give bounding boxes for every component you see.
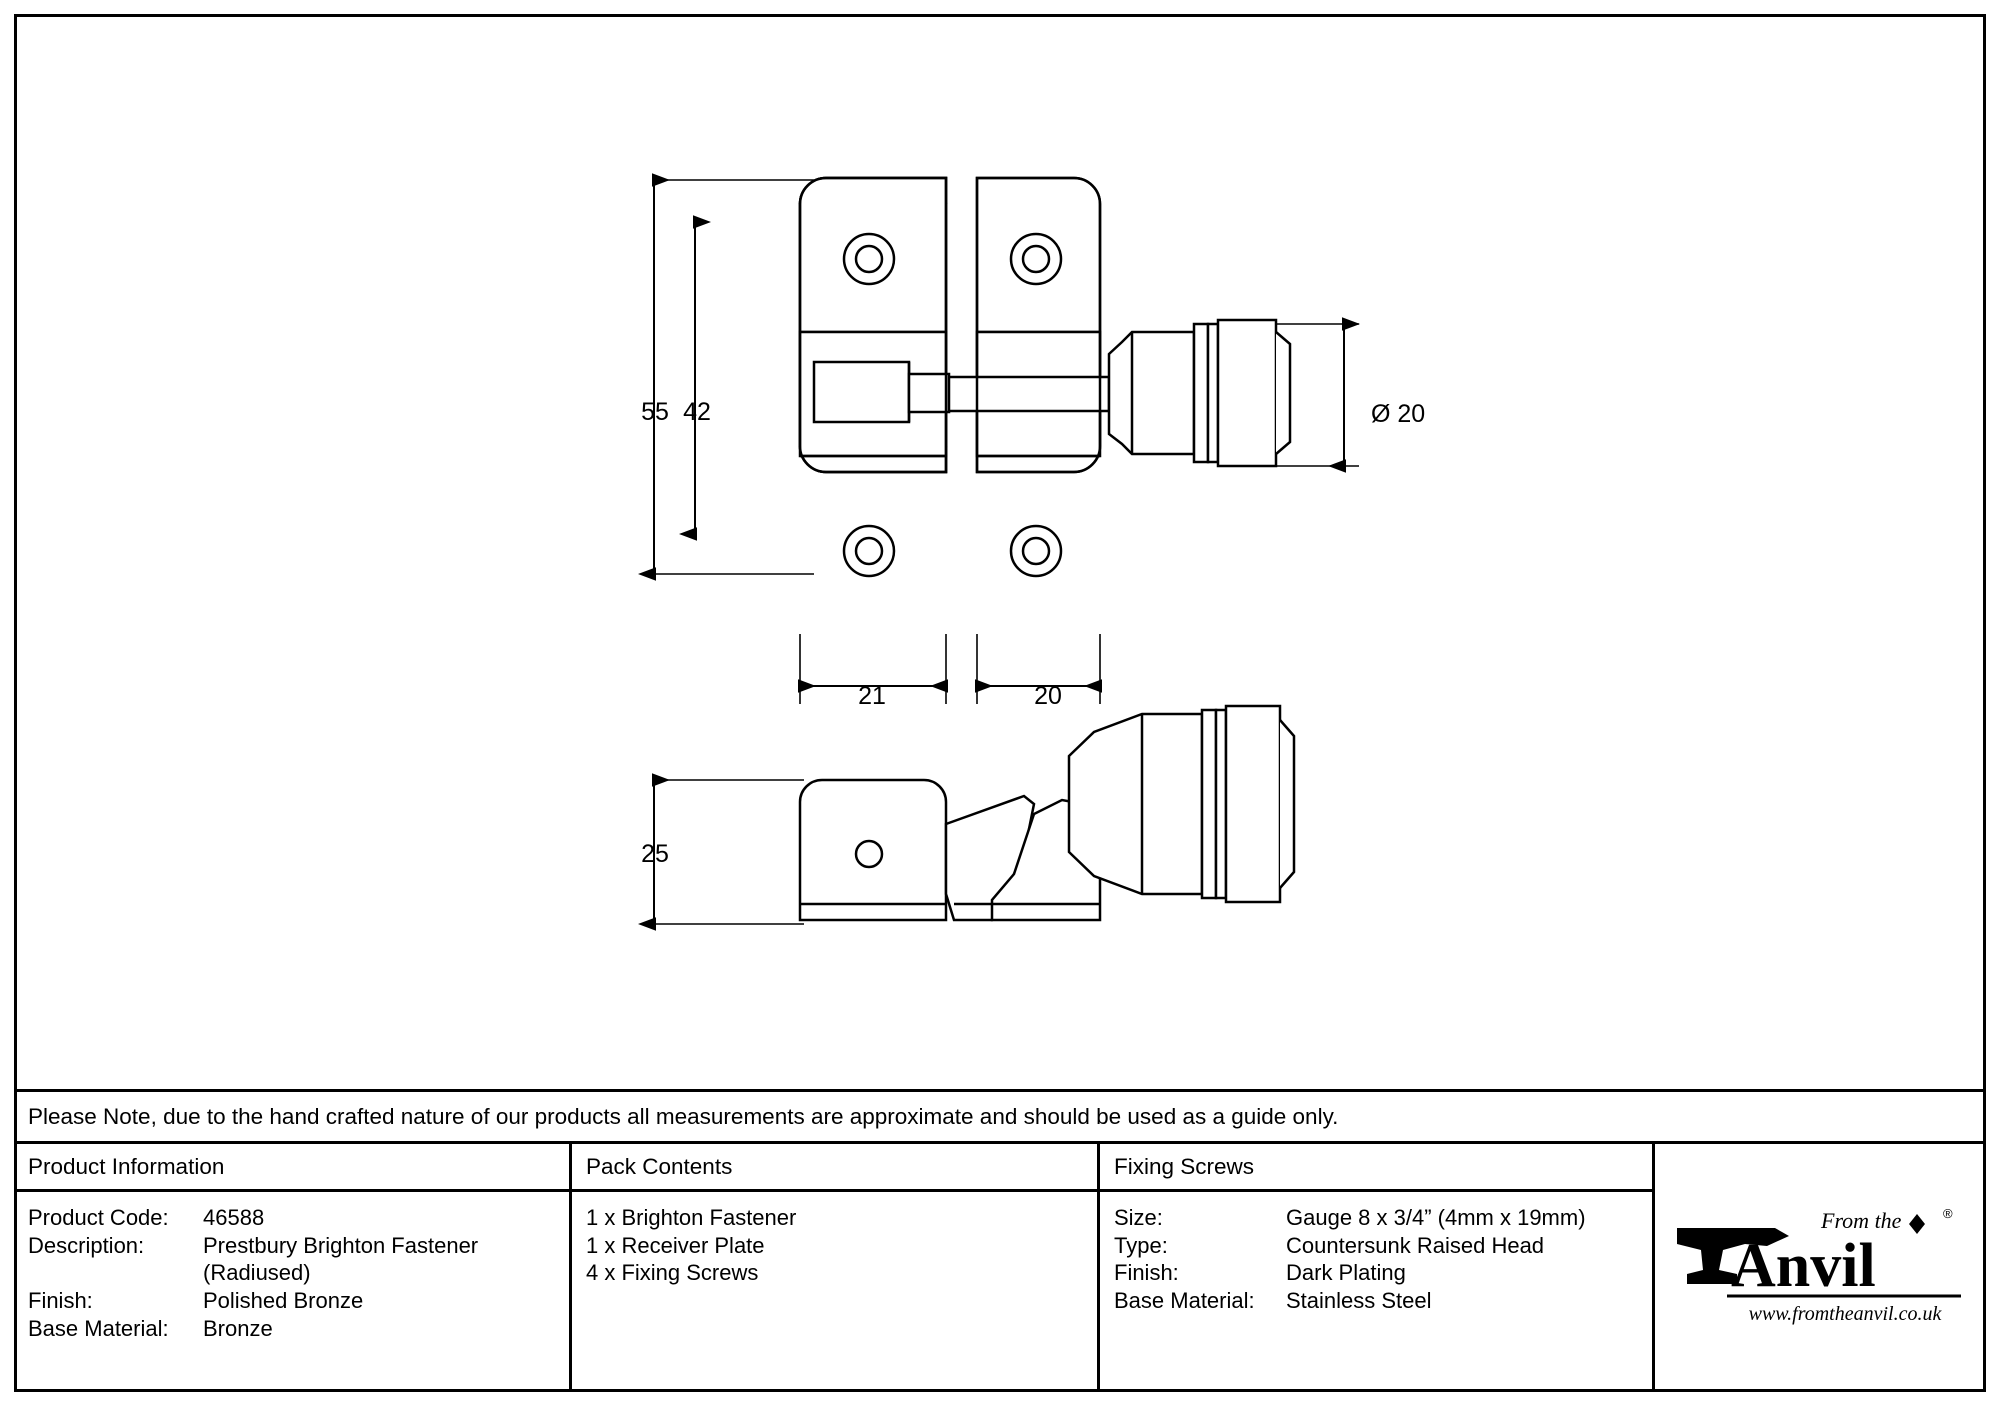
table-row <box>28 1204 555 1232</box>
pack-contents-header: Pack Contents <box>572 1144 1097 1192</box>
logo-url: www.fromtheanvil.co.uk <box>1748 1303 1941 1325</box>
list-item: 1 x Brighton Fastener <box>586 1205 797 1230</box>
product-technical-drawing <box>14 14 1986 1089</box>
dim-height-overall: 55 <box>641 398 669 426</box>
logo-top-line: From the <box>1820 1208 1901 1233</box>
dim-knob-diameter: Ø 20 <box>1371 400 1426 428</box>
fixing-screws-column <box>1100 1144 1655 1392</box>
base-material-label: Base Material: <box>28 1315 169 1341</box>
measurement-note-text: Please Note, due to the hand crafted nature of our products all measurements are approximate and should be used as a guide only. <box>28 1104 1339 1129</box>
list-item: 1 x Receiver Plate <box>586 1232 765 1258</box>
product-information-column <box>14 1144 572 1392</box>
logo-brand-text: Anvil <box>1730 1232 1876 1300</box>
list-item: 4 x Fixing Screws <box>586 1260 759 1286</box>
table-row <box>1114 1287 1638 1315</box>
finish-value: Polished Bronze <box>203 1288 364 1314</box>
table-row <box>28 1232 555 1260</box>
diamond-icon <box>1909 1214 1925 1234</box>
screw-type-value: Countersunk Raised Head <box>1286 1232 1545 1258</box>
product-information-header: Product Information <box>14 1144 569 1192</box>
anvil-logo-icon <box>1671 1188 1971 1348</box>
table-row <box>1114 1204 1638 1232</box>
description-value: Prestbury Brighton Fastener <box>203 1232 479 1258</box>
finish-label: Finish: <box>28 1288 93 1314</box>
brand-logo <box>1655 1144 1986 1392</box>
dim-width-right: 20 <box>1034 682 1062 710</box>
screw-finish-label: Finish: <box>1114 1260 1179 1286</box>
screw-size-label: Size: <box>1114 1205 1163 1230</box>
drawing-area <box>14 14 1986 1089</box>
description-label: Description: <box>28 1232 145 1258</box>
table-row <box>1114 1259 1638 1287</box>
product-information-body <box>14 1192 569 1392</box>
logo-registered-mark: ® <box>1942 1206 1953 1221</box>
screw-base-material-value: Stainless Steel <box>1286 1288 1432 1314</box>
pack-contents-body <box>572 1192 1097 1392</box>
table-row <box>28 1315 555 1343</box>
fixing-screws-header: Fixing Screws <box>1100 1144 1652 1192</box>
brand-logo-column <box>1655 1144 1986 1392</box>
information-tables <box>14 1141 1986 1392</box>
table-row <box>28 1287 555 1315</box>
dim-height-plate: 42 <box>683 398 711 426</box>
table-row <box>1114 1232 1638 1260</box>
dim-width-left: 21 <box>858 682 886 710</box>
screw-finish-value: Dark Plating <box>1286 1260 1406 1286</box>
screw-type-label: Type: <box>1114 1232 1168 1258</box>
base-material-value: Bronze <box>203 1315 273 1341</box>
screw-base-material-label: Base Material: <box>1114 1288 1255 1314</box>
screw-size-value: Gauge 8 x 3/4” (4mm x 19mm) <box>1286 1205 1586 1230</box>
product-code-value: 46588 <box>203 1205 265 1230</box>
fixing-screws-body <box>1100 1192 1652 1392</box>
dim-side-height: 25 <box>641 840 669 868</box>
description-value-continued: (Radiused) <box>203 1260 311 1286</box>
pack-contents-column <box>572 1144 1100 1392</box>
measurement-note-strip <box>14 1089 1986 1141</box>
product-code-label: Product Code: <box>28 1205 169 1230</box>
